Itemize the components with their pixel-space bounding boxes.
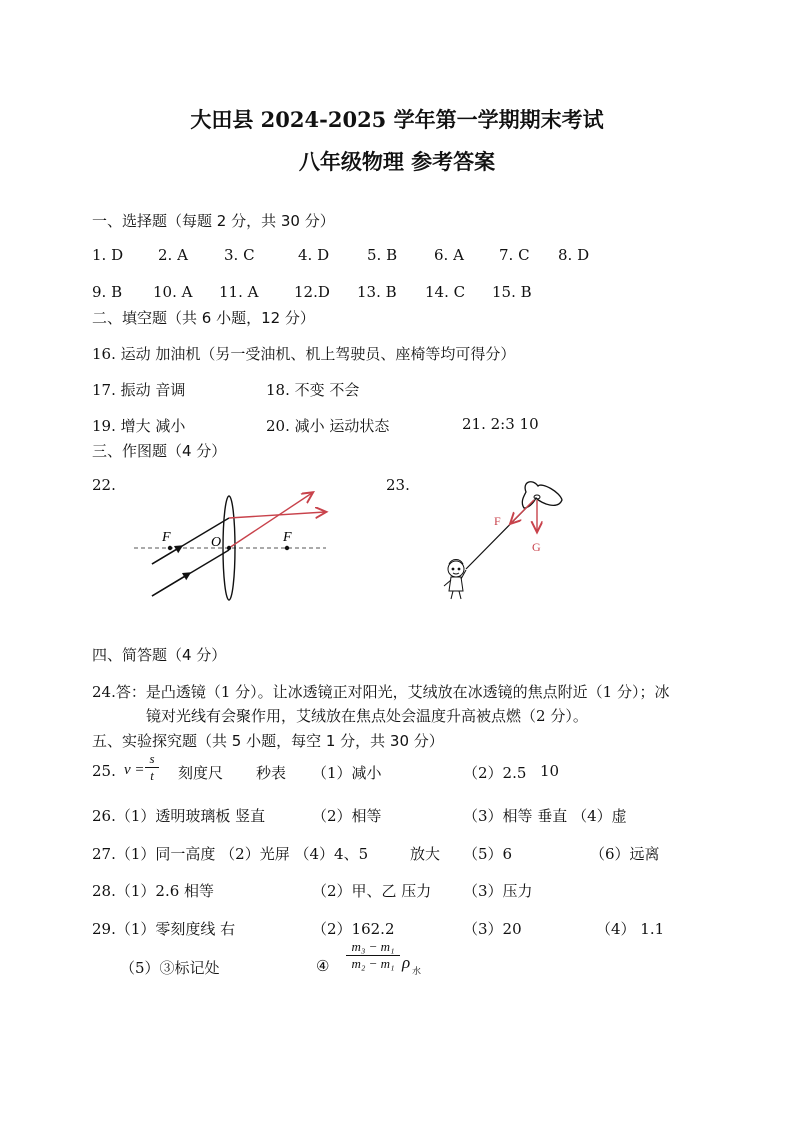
answer-3: 3. C <box>224 246 255 264</box>
water-density-symbol: ρ <box>402 953 411 972</box>
answer-13: 13. B <box>357 283 397 301</box>
answer-27-parts-1-4: 27.（1）同一高度 （2）光屏 （4）4、5 <box>92 845 369 863</box>
answer-25-part-1: （1）减小 <box>312 764 382 782</box>
refracted-ray-parallel <box>229 512 325 518</box>
answer-15: 15. B <box>492 283 532 301</box>
answer-2: 2. A <box>158 246 188 264</box>
answer-28-part-2: （2）甲、乙 压力 <box>312 882 432 900</box>
kite-shape <box>522 482 562 508</box>
section-experiment-heading: 五、实验探究题（共 5 小题，每空 1 分，共 30 分） <box>92 732 444 750</box>
child-figure <box>444 560 466 600</box>
answer-18: 18. 不变 不会 <box>266 381 360 399</box>
answer-28-part-3: （3）压力 <box>463 882 533 900</box>
question-22-number: 22. <box>92 476 116 494</box>
answer-27-part-6: （6）远离 <box>590 845 660 863</box>
water-density-subscript: 水 <box>412 967 422 977</box>
exam-subtitle: 八年级物理 参考答案 <box>298 149 496 174</box>
answer-19: 19. 增大 减小 <box>92 417 186 435</box>
answer-6: 6. A <box>434 246 464 264</box>
section-drawing-heading: 三、作图题（4 分） <box>92 442 227 460</box>
answer-5: 5. B <box>367 246 398 264</box>
answer-16: 16. 运动 加油机（另一受油机、机上驾驶员、座椅等均可得分） <box>92 345 516 363</box>
speed-formula-lhs: v = <box>124 762 145 778</box>
answer-9: 9. B <box>92 283 123 301</box>
focus-right-label: F <box>283 530 292 545</box>
answer-29-step-4-mark: ④ <box>316 957 330 975</box>
section-short-answer-heading: 四、简答题（4 分） <box>92 646 227 664</box>
answer-29-part-2: （2）162.2 <box>312 920 395 938</box>
focus-left-label: F <box>162 530 171 545</box>
speed-formula-fraction <box>145 752 159 783</box>
answer-14: 14. C <box>425 283 466 301</box>
answer-20: 20. 减小 运动状态 <box>266 417 390 435</box>
refracted-ray-through-center <box>229 493 312 548</box>
answer-29-part-3: （3）20 <box>463 920 522 938</box>
answer-11: 11. A <box>219 283 259 301</box>
answer-25-part-2: （2）2.5 <box>463 764 527 782</box>
answer-17: 17. 振动 音调 <box>92 381 186 399</box>
answer-29-part-1: 29.（1）零刻度线 右 <box>92 920 236 938</box>
answer-25-stopwatch: 秒表 <box>256 764 287 782</box>
answer-27-magnified: 放大 <box>410 845 441 863</box>
tension-label: F <box>494 514 501 528</box>
answer-26-part-2: （2）相等 <box>312 807 382 825</box>
answer-12: 12.D <box>294 283 330 301</box>
answer-25-part-2b: 10 <box>540 762 560 780</box>
answer-24-line-2: 镜对光线有会聚作用，艾绒放在焦点处会温度升高被点燃（2 分）。 <box>146 707 588 725</box>
optical-center-label: O <box>211 535 222 550</box>
kite-force-diagram <box>430 474 590 614</box>
speed-formula-numerator: s <box>149 751 155 766</box>
answer-26-part-3: （3）相等 垂直 （4）虚 <box>463 807 627 825</box>
exam-title: 大田县 2024-2025 学年第一学期期末考试 <box>190 107 604 132</box>
answer-10: 10. A <box>153 283 193 301</box>
answer-29-part-5: （5）③标记处 <box>120 959 220 977</box>
answer-25-number: 25. <box>92 762 116 780</box>
section-fill-heading: 二、填空题（共 6 小题，12 分） <box>92 309 315 327</box>
focus-left-dot <box>168 546 172 550</box>
focus-right-dot <box>285 546 289 550</box>
density-formula-fraction <box>346 940 400 971</box>
answer-25-ruler: 刻度尺 <box>178 764 224 782</box>
question-23-number: 23. <box>386 476 410 494</box>
answer-24-line-1: 24.答：是凸透镜（1 分）。让冰透镜正对阳光，艾绒放在冰透镜的焦点附近（1 分）；冰 <box>92 683 670 701</box>
gravity-label: G <box>532 540 541 554</box>
answer-7: 7. C <box>499 246 530 264</box>
answer-21: 21. 2:3 10 <box>462 415 539 433</box>
answer-26-part-1: 26.（1）透明玻璃板 竖直 <box>92 807 266 825</box>
density-formula-denominator: m₂ − m₁ <box>351 956 395 971</box>
answer-28-part-1: 28.（1）2.6 相等 <box>92 882 215 900</box>
answer-1: 1. D <box>92 246 124 264</box>
answer-8: 8. D <box>558 246 590 264</box>
answer-27-part-5: （5）6 <box>463 845 513 863</box>
lens-ray-diagram <box>120 484 340 604</box>
density-formula-numerator: m₃ − m₁ <box>351 939 395 954</box>
answer-4: 4. D <box>298 246 330 264</box>
answer-29-part-4: （4） 1.1 <box>596 920 665 938</box>
section-choice-heading: 一、选择题（每题 2 分，共 30 分） <box>92 212 335 230</box>
speed-formula-denominator: t <box>150 768 154 783</box>
optical-center-dot <box>227 546 231 550</box>
